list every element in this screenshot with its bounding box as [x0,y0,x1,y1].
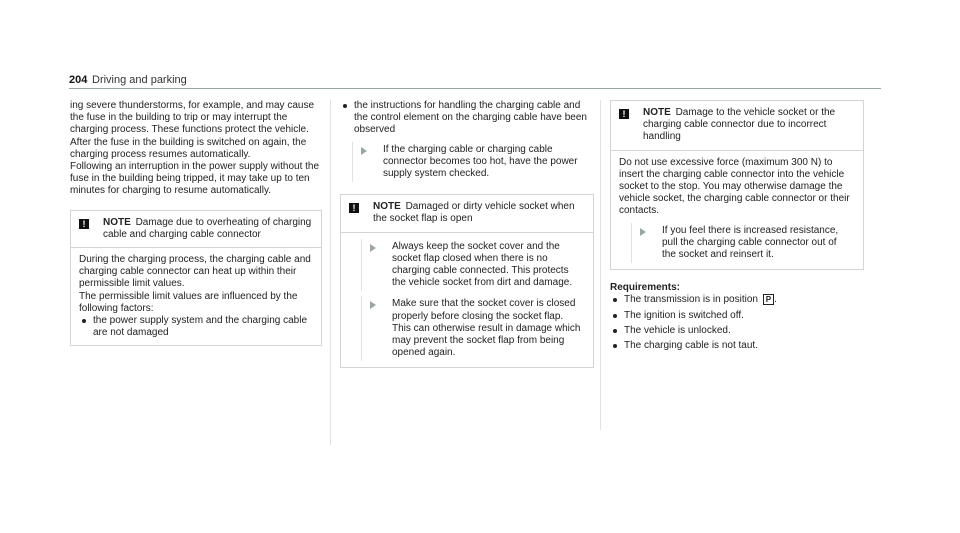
step-arrow-icon [640,228,646,236]
step-text: Make sure that the socket cover is closed properly before closing the socket flap. This can otherwise result in damage which may prevent the socket flap from being opened again. [392,298,581,359]
bullet-icon [613,314,617,318]
paragraph: ing severe thunderstorms, for example, and may cause the fuse in the building to trip or may interrupt the charging process. These functions protect the vehicle. [70,100,315,136]
instruction-step [631,223,853,264]
list-item-text: the power supply system and the charging cable are not damaged [93,315,308,339]
note-title: Damage to the vehicle socket or the charging cable connector due to incorrect handling [643,107,836,143]
note-label: NOTE [643,107,671,118]
note-box-incorrect-handling [610,100,864,270]
paragraph: The permissible limit values are influenced by the following factors: [79,290,298,314]
note-label: NOTE [373,201,401,213]
note-label: NOTE [103,216,131,228]
column-divider [330,100,331,445]
bullet-icon [613,298,617,302]
column-2 [340,100,594,368]
instruction-step [361,296,583,361]
note-body [611,151,863,270]
section-title: Driving and parking [92,74,187,86]
list-item-text: The ignition is switched off. [624,309,744,321]
bullet-icon [613,344,617,348]
note-header [611,101,863,151]
note-box-socket [340,194,594,368]
bullet-icon [613,329,617,333]
list-item-text: the instructions for handling the charging cable and the control element on the charging cable have been observed [354,100,587,136]
instruction-step [361,239,583,292]
list-item [340,100,594,137]
step-text: If you feel there is increased resistance, pull the charging cable connector out of the socket and reinsert it. [662,224,839,261]
warning-icon: ! [619,109,629,119]
note-title: Damage due to overheating of charging cable and charging cable connector [103,216,312,240]
paragraph: During the charging process, the charging cable and charging cable connector can heat up within their permissible limit values. [79,254,311,290]
paragraph: Do not use excessive force (maximum 300 N) to insert the charging cable connector into the vehicle socket to the stop. You may otherwise damage the vehicle socket, the charging cable connector or their contacts. [619,156,850,217]
step-text: If the charging cable or charging cable connector becomes too hot, have the power supply system checked. [383,143,578,180]
page-number: 204 [69,74,88,86]
note-header [71,211,321,248]
step-arrow-icon [370,301,376,309]
paragraph: Following an interruption in the power supply without the fuse in the building being tripped, it may take up to ten minutes for charging to resume automatically. [70,161,320,197]
note-body [341,233,593,368]
note-header [341,195,593,232]
note-title: Damaged or dirty vehicle socket when the socket flap is open [373,201,575,225]
list-item [610,310,864,322]
note-body [71,248,321,345]
list-item [610,325,864,337]
park-position-key: P [763,294,774,305]
note-box-overheating [70,210,322,347]
list-item [79,315,311,339]
requirements-title: Requirements: [610,282,681,294]
column-3 [610,100,864,352]
list-item-text: The vehicle is unlocked. [624,324,731,336]
warning-icon: ! [349,203,359,213]
list-item [610,340,864,352]
step-arrow-icon [370,244,376,252]
bullet-icon [82,319,86,323]
list-item-text: The charging cable is not taut. [624,340,758,352]
instruction-step [352,142,594,183]
step-arrow-icon [361,147,367,155]
list-item-text: The transmission is in position [624,294,758,306]
page-header [69,72,881,89]
step-text: Always keep the socket cover and the socket flap closed when there is no charging cable connected. This protects the vehicle socket from dirt and damage. [392,240,573,289]
list-item [610,294,864,306]
column-1 [70,100,322,346]
warning-icon: ! [79,219,89,229]
punctuation: . [774,294,777,306]
bullet-icon [343,104,347,108]
paragraph: After the fuse in the building is switched on again, the charging process resumes automatically. [70,136,307,160]
column-divider [600,100,601,430]
